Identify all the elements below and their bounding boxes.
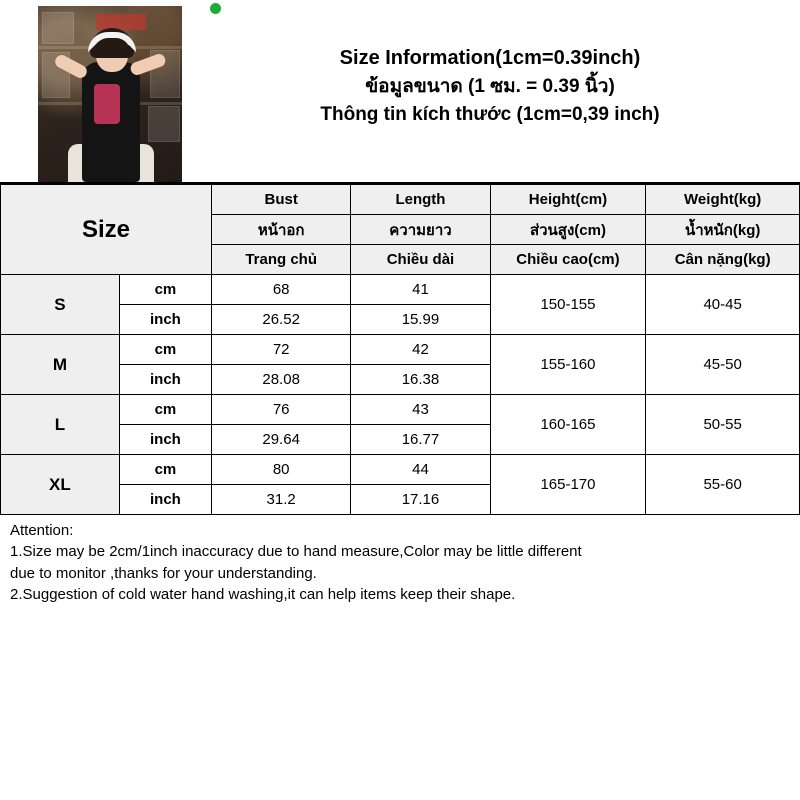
- unit-cm: cm: [119, 455, 211, 485]
- xl-length-inch: 17.16: [351, 485, 490, 515]
- header-weight-en: Weight(kg): [646, 185, 800, 215]
- m-weight: 45-50: [646, 335, 800, 395]
- unit-inch: inch: [119, 365, 211, 395]
- l-length-cm: 43: [351, 395, 490, 425]
- title-line-en: Size Information(1cm=0.39inch): [339, 47, 641, 69]
- unit-cm: cm: [119, 395, 211, 425]
- l-length-inch: 16.77: [351, 425, 490, 455]
- row-size-s: S: [1, 275, 120, 335]
- s-bust-inch: 26.52: [212, 305, 351, 335]
- l-bust-inch: 29.64: [212, 425, 351, 455]
- header-size-label: Size: [1, 185, 212, 275]
- header-length-th: ความยาว: [351, 215, 490, 245]
- xl-bust-inch: 31.2: [212, 485, 351, 515]
- header-weight-th: น้ำหนัก(kg): [646, 215, 800, 245]
- attention-heading: Attention:: [10, 522, 74, 539]
- row-size-l: L: [1, 395, 120, 455]
- table-header-row-en: [1, 185, 800, 215]
- header-bust-vi: Trang chủ: [212, 245, 351, 275]
- s-height: 150-155: [490, 275, 646, 335]
- attention-line-1: 1.Size may be 2cm/1inch inaccuracy due to hand measure,Color may be little different: [10, 543, 582, 561]
- title-line-th: ข้อมูลขนาด (1 ซม. = 0.39 นิ้ว): [365, 76, 615, 97]
- table-row: [1, 395, 800, 425]
- m-length-cm: 42: [351, 335, 490, 365]
- table-row: [1, 275, 800, 305]
- header-length-en: Length: [351, 185, 490, 215]
- m-bust-inch: 28.08: [212, 365, 351, 395]
- model-photo: [38, 6, 182, 182]
- xl-bust-cm: 80: [212, 455, 351, 485]
- header-height-th: ส่วนสูง(cm): [490, 215, 646, 245]
- attention-block: [0, 515, 800, 606]
- status-dot-icon: [210, 3, 221, 14]
- title-line-vi: Thông tin kích thước (1cm=0,39 inch): [320, 103, 660, 125]
- chart-header: [0, 0, 800, 184]
- xl-height: 165-170: [490, 455, 646, 515]
- l-height: 160-165: [490, 395, 646, 455]
- s-bust-cm: 68: [212, 275, 351, 305]
- title-block: [190, 44, 790, 128]
- xl-length-cm: 44: [351, 455, 490, 485]
- s-weight: 40-45: [646, 275, 800, 335]
- unit-inch: inch: [119, 485, 211, 515]
- header-bust-th: หน้าอก: [212, 215, 351, 245]
- l-weight: 50-55: [646, 395, 800, 455]
- table-row: [1, 335, 800, 365]
- l-bust-cm: 76: [212, 395, 351, 425]
- photo-background: [38, 6, 182, 182]
- s-length-cm: 41: [351, 275, 490, 305]
- unit-inch: inch: [119, 305, 211, 335]
- unit-inch: inch: [119, 425, 211, 455]
- m-length-inch: 16.38: [351, 365, 490, 395]
- row-size-m: M: [1, 335, 120, 395]
- m-height: 155-160: [490, 335, 646, 395]
- xl-weight: 55-60: [646, 455, 800, 515]
- header-height-vi: Chiều cao(cm): [490, 245, 646, 275]
- table-row: [1, 455, 800, 485]
- header-height-en: Height(cm): [490, 185, 646, 215]
- unit-cm: cm: [119, 275, 211, 305]
- s-length-inch: 15.99: [351, 305, 490, 335]
- header-weight-vi: Cân nặng(kg): [646, 245, 800, 275]
- m-bust-cm: 72: [212, 335, 351, 365]
- size-table: [0, 184, 800, 515]
- header-bust-en: Bust: [212, 185, 351, 215]
- unit-cm: cm: [119, 335, 211, 365]
- header-length-vi: Chiều dài: [351, 245, 490, 275]
- attention-line-2: due to monitor ,thanks for your understanding.: [10, 564, 317, 582]
- row-size-xl: XL: [1, 455, 120, 515]
- attention-line-3: 2.Suggestion of cold water hand washing,it can help items keep their shape.: [10, 586, 516, 604]
